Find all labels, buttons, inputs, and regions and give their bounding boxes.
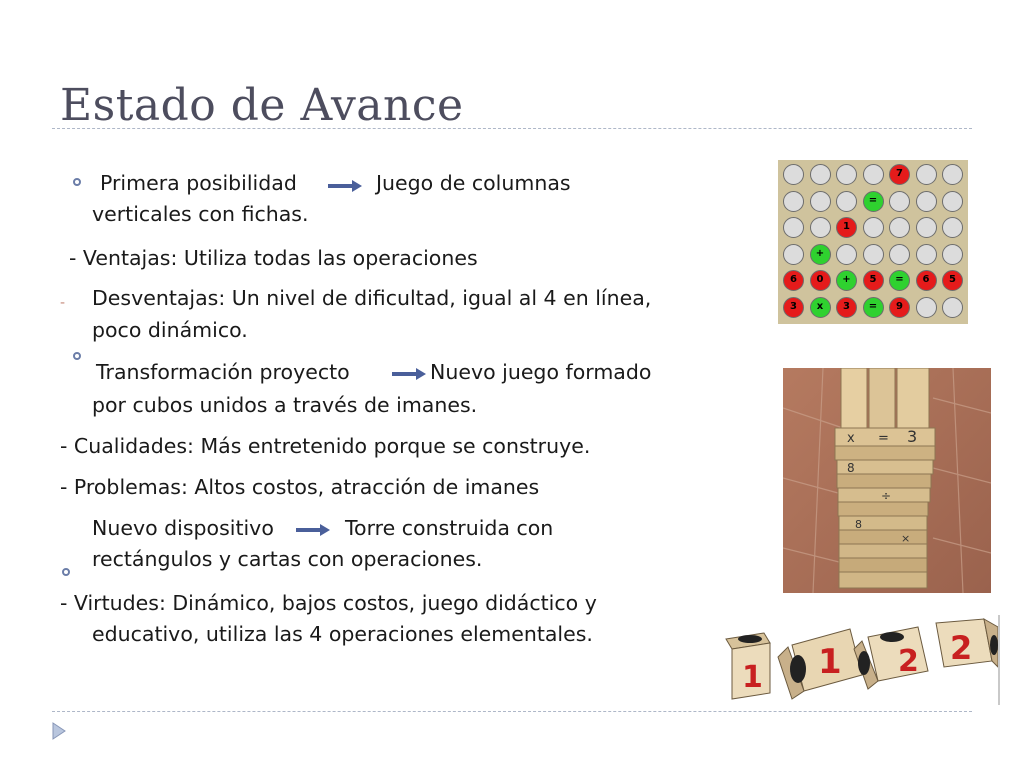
text-line: Nuevo dispositivo xyxy=(92,516,274,540)
board-piece: = xyxy=(889,270,910,291)
die-number: 1 xyxy=(742,660,763,695)
text-line: - Ventajas: Utiliza todas las operaciones xyxy=(69,246,478,270)
board-piece xyxy=(942,297,963,318)
board-piece xyxy=(863,164,884,185)
board-piece: 6 xyxy=(916,270,937,291)
board-piece xyxy=(942,217,963,238)
slide-title: Estado de Avance xyxy=(60,80,464,131)
board-piece xyxy=(863,244,884,265)
board-piece: 6 xyxy=(783,270,804,291)
bullet-icon xyxy=(73,352,81,360)
board-piece xyxy=(836,244,857,265)
board-piece: 1 xyxy=(836,217,857,238)
board-piece: + xyxy=(836,270,857,291)
board-piece xyxy=(916,217,937,238)
number-dice-photo xyxy=(722,615,1000,705)
tower-symbol: 8 xyxy=(847,461,855,475)
board-piece xyxy=(916,244,937,265)
board-piece xyxy=(783,244,804,265)
arrow-right-icon xyxy=(296,524,330,536)
footer-divider xyxy=(52,711,972,712)
tower-symbol: 8 xyxy=(855,518,862,531)
tower-symbol: × xyxy=(901,532,911,545)
text-line: Torre construida con xyxy=(345,516,554,540)
board-piece xyxy=(889,191,910,212)
board-piece xyxy=(836,164,857,185)
text-line: rectángulos y cartas con operaciones. xyxy=(92,547,483,571)
die-number: 2 xyxy=(898,644,919,679)
board-piece xyxy=(863,217,884,238)
list-dash: - xyxy=(60,295,66,311)
board-piece: 3 xyxy=(783,297,804,318)
board-piece xyxy=(916,191,937,212)
text-line: Nuevo juego formado xyxy=(430,360,652,384)
board-piece: 3 xyxy=(836,297,857,318)
board-piece xyxy=(836,191,857,212)
block-tower-photo xyxy=(783,368,991,593)
board-piece xyxy=(783,217,804,238)
board-piece xyxy=(783,191,804,212)
text-line: Desventajas: Un nivel de dificultad, igual al 4 en línea, xyxy=(92,286,652,310)
board-piece: 9 xyxy=(889,297,910,318)
board-piece xyxy=(889,217,910,238)
tower-symbol: ÷ xyxy=(881,489,892,503)
text-line: Juego de columnas xyxy=(376,171,571,195)
board-piece xyxy=(916,164,937,185)
tower-symbol: x xyxy=(847,431,855,446)
board-piece xyxy=(916,297,937,318)
die-number: 1 xyxy=(818,642,842,682)
board-piece: = xyxy=(863,297,884,318)
text-line: - Virtudes: Dinámico, bajos costos, juego didáctico y xyxy=(60,591,597,615)
board-piece xyxy=(942,191,963,212)
board-piece xyxy=(783,164,804,185)
text-line: educativo, utiliza las 4 operaciones elementales. xyxy=(92,622,593,646)
die-number: 2 xyxy=(950,629,973,667)
die-4 xyxy=(936,619,998,667)
play-triangle-icon xyxy=(52,722,66,740)
die-2 xyxy=(778,629,862,699)
text-line: - Problemas: Altos costos, atracción de imanes xyxy=(60,475,540,499)
arrow-right-icon xyxy=(328,180,362,192)
tower-symbol: 3 xyxy=(907,427,918,446)
arrow-right-icon xyxy=(392,368,426,380)
board-piece xyxy=(810,191,831,212)
board-piece xyxy=(942,244,963,265)
board-piece xyxy=(810,217,831,238)
die-3 xyxy=(854,627,928,689)
board-piece: + xyxy=(810,244,831,265)
bullet-icon xyxy=(73,178,81,186)
board-piece xyxy=(942,164,963,185)
text-line: Transformación proyecto xyxy=(96,360,350,384)
text-line: por cubos unidos a través de imanes. xyxy=(92,393,478,417)
board-piece: = xyxy=(863,191,884,212)
board-piece: 0 xyxy=(810,270,831,291)
text-line: poco dinámico. xyxy=(92,318,248,342)
die-1 xyxy=(726,633,770,699)
board-piece: x xyxy=(810,297,831,318)
board-piece xyxy=(810,164,831,185)
board-piece: 5 xyxy=(863,270,884,291)
bullet-icon xyxy=(62,568,70,576)
text-line: verticales con fichas. xyxy=(92,202,309,226)
board-piece: 7 xyxy=(889,164,910,185)
board-piece xyxy=(889,244,910,265)
title-divider xyxy=(52,128,972,129)
connect-four-board-photo xyxy=(778,160,968,324)
tower-symbol: = xyxy=(878,431,889,446)
board-piece: 5 xyxy=(942,270,963,291)
text-line: Primera posibilidad xyxy=(100,171,297,195)
text-line: - Cualidades: Más entretenido porque se construye. xyxy=(60,434,591,458)
